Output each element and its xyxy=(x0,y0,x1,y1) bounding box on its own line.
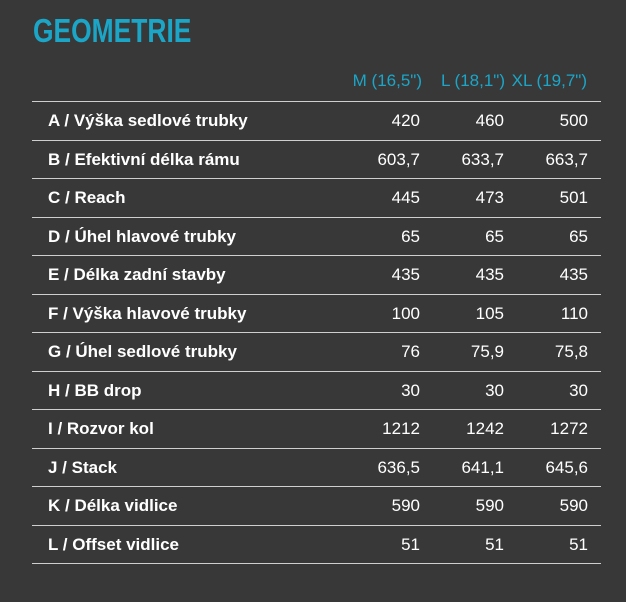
value-m: 51 xyxy=(401,534,420,554)
value-m: 445 xyxy=(391,188,420,207)
page-title: GEOMETRIE xyxy=(33,12,192,49)
table-row xyxy=(32,526,601,565)
value-l: 30 xyxy=(485,380,504,400)
value-m: 603,7 xyxy=(377,149,420,169)
row-label: I / Rozvor kol xyxy=(48,419,154,438)
row-label: J / Stack xyxy=(48,457,117,477)
value-xl: 590 xyxy=(559,496,588,515)
table-header-row xyxy=(32,62,601,102)
value-m: 420 xyxy=(391,111,420,130)
value-l: 51 xyxy=(485,534,504,554)
row-label: B / Efektivní délka rámu xyxy=(48,149,240,169)
value-m: 636,5 xyxy=(377,457,420,477)
value-m: 65 xyxy=(401,226,420,246)
row-label: F / Výška hlavové trubky xyxy=(48,303,247,323)
row-label: K / Délka vidlice xyxy=(48,496,178,515)
value-m: 1212 xyxy=(382,419,420,438)
value-m: 100 xyxy=(391,303,420,323)
value-l: 65 xyxy=(485,226,504,246)
geometry-table xyxy=(32,62,601,564)
value-xl: 65 xyxy=(569,226,588,246)
value-l: 1242 xyxy=(466,419,504,438)
table-row xyxy=(32,102,601,141)
value-m: 435 xyxy=(391,265,420,284)
value-xl: 435 xyxy=(559,265,588,284)
value-xl: 51 xyxy=(569,534,588,554)
value-xl: 501 xyxy=(559,188,588,207)
value-xl: 500 xyxy=(559,111,588,130)
value-l: 460 xyxy=(475,111,504,130)
table-row xyxy=(32,333,601,372)
value-m: 590 xyxy=(391,496,420,515)
table-row xyxy=(32,141,601,180)
table-row xyxy=(32,256,601,295)
value-xl: 645,6 xyxy=(545,457,588,477)
value-m: 76 xyxy=(401,342,420,361)
table-row xyxy=(32,218,601,257)
column-header-l: L (18,1") xyxy=(441,71,505,90)
row-label: H / BB drop xyxy=(48,380,142,400)
value-l: 473 xyxy=(475,188,504,207)
value-l: 590 xyxy=(475,496,504,515)
table-row xyxy=(32,179,601,218)
row-label: L / Offset vidlice xyxy=(48,534,180,554)
column-header-xl: XL (19,7") xyxy=(511,71,587,90)
value-m: 30 xyxy=(401,380,420,400)
value-xl: 30 xyxy=(569,380,588,400)
row-label: A / Výška sedlové trubky xyxy=(48,111,248,130)
value-l: 633,7 xyxy=(461,149,504,169)
row-label: G / Úhel sedlové trubky xyxy=(48,342,237,361)
table-row xyxy=(32,372,601,411)
value-xl: 663,7 xyxy=(545,149,588,169)
table-row xyxy=(32,449,601,488)
value-xl: 75,8 xyxy=(554,342,588,361)
value-l: 641,1 xyxy=(461,457,504,477)
value-l: 105 xyxy=(475,303,504,323)
value-l: 435 xyxy=(475,265,504,284)
table-row xyxy=(32,410,601,449)
row-label: D / Úhel hlavové trubky xyxy=(48,226,236,246)
value-xl: 110 xyxy=(560,303,588,323)
table-row xyxy=(32,295,601,334)
row-label: E / Délka zadní stavby xyxy=(48,265,226,284)
column-header-m: M (16,5") xyxy=(352,71,422,90)
row-label: C / Reach xyxy=(48,188,126,207)
value-l: 75,9 xyxy=(470,342,504,361)
value-xl: 1272 xyxy=(550,419,588,438)
table-row xyxy=(32,487,601,526)
